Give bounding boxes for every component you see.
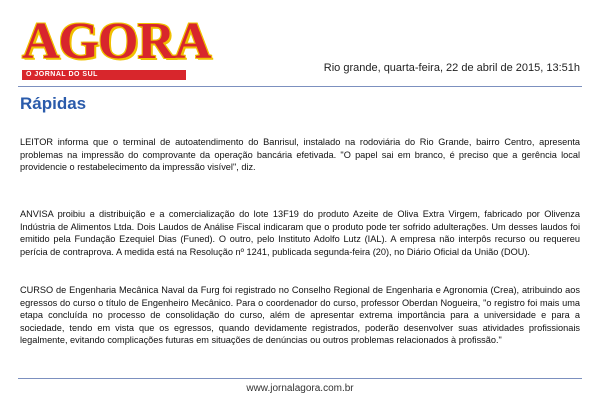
news-paragraph-curso: CURSO de Engenharia Mecânica Naval da Furg foi registrado no Conselho Regional de Engenharia e Agronomia (Crea), atribuindo aos egressos do curso o título de Engenheiro Mecânico. Para o coordenador do curso, professor Oberdan Nogueira, "o registro foi mais uma etapa concluída no processo de consolidação do curso, além de apresentar extrema importância para a universidade e para a sociedade, tendo em vista que os egressos, quando devidamente registrados, poderão desenvolver suas atividades profissionais legalmente, evitando complicações futuras em situações de denúncias ou outros problemas relacionados à profissão." — [20, 285, 580, 346]
footer-link[interactable]: www.jornalagora.com.br — [246, 383, 354, 394]
logo-subtitle: O JORNAL DO SUL — [26, 71, 98, 78]
dateline: Rio grande, quarta-feira, 22 de abril de 2015, 13:51h — [323, 62, 580, 74]
section-title: Rápidas — [20, 94, 87, 113]
header-divider — [18, 86, 582, 87]
news-paragraph-anvisa: ANVISA proibiu a distribuição e a comercialização do lote 13F19 do produto Azeite de Oliva Extra Virgem, fabricado por Olivenza Indústria de Alimentos Ltda. Dois Laudos de Análise Fiscal indicaram que o produto pode ter sofrido adulterações. Um desses laudos foi emitido pela Fundação Ezequiel Dias (Funed). O outro, pelo Instituto Adolfo Lutz (IAL). A empresa não interpôs recurso ou requereu perícia de contraprova. A medida está na Resolução nº 1241, publicada segunda-feira (20), no Diário Oficial da União (DOU). — [20, 209, 580, 257]
newspaper-logo[interactable] — [18, 13, 211, 82]
logo-wordmark: AGORA — [22, 13, 211, 70]
page-header — [18, 14, 582, 84]
footer-divider — [18, 378, 582, 379]
news-paragraph-leitor: LEITOR informa que o terminal de autoatendimento do Banrisul, instalado na rodoviária do Rio Grande, bairro Centro, apresenta problemas na impressão do comprovante da operação bancária efetivada. "O papel sai em branco, é preciso que a gerência local providencie o restabelecimento da impressão visível", diz. — [20, 137, 580, 173]
